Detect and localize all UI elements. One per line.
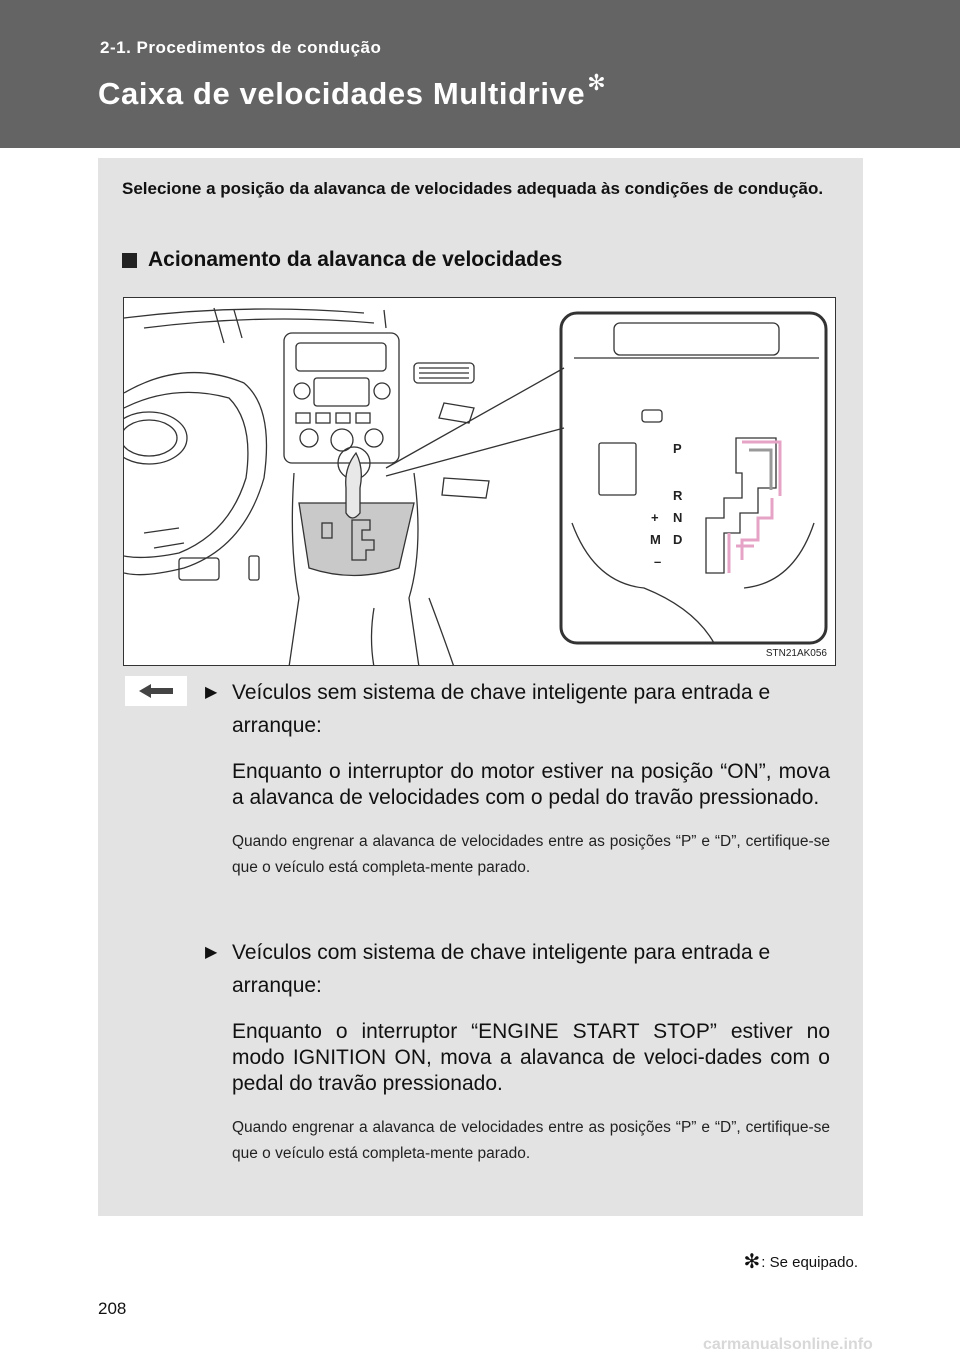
title-asterisk: ✻ — [587, 70, 607, 95]
bullet-triangle-icon: ▶ — [205, 684, 218, 701]
intro-text: Selecione a posição da alavanca de velocidades adequada às condições de condução. — [122, 179, 824, 198]
entry-note: Quando engrenar a alavanca de velocidades entre as posições “P” e “D”, certifique-se que o veículo está completa-mente parado. — [232, 1119, 830, 1162]
page-title — [98, 70, 607, 112]
gate-label-r: R — [673, 488, 683, 503]
back-button[interactable] — [125, 676, 187, 706]
entry-note: Quando engrenar a alavanca de velocidades entre as posições “P” e “D”, certifique-se que o veículo está completa-mente parado. — [232, 833, 830, 876]
figure-code: STN21AK056 — [765, 648, 827, 659]
gate-label-plus: + — [651, 510, 659, 525]
entry-heading-text: Veículos com sistema de chave inteligente para entrada e arranque: — [232, 941, 771, 997]
entry-heading-text: Veículos sem sistema de chave inteligente para entrada e arranque: — [232, 681, 771, 737]
bullet-triangle-icon: ▶ — [205, 944, 218, 961]
gate-label-minus: – — [654, 554, 662, 569]
subheading-text: Acionamento da alavanca de velocidades — [148, 248, 563, 271]
shift-lever-illustration — [123, 297, 836, 666]
entry-no-smart-key — [205, 676, 830, 880]
gate-label-n: N — [673, 510, 683, 525]
square-bullet-icon — [122, 253, 137, 268]
entry-smart-key — [205, 936, 830, 1166]
gate-label-p: P — [673, 441, 682, 456]
entry-heading — [205, 936, 830, 1002]
subheading — [122, 248, 562, 272]
page-number: 208 — [98, 1299, 127, 1318]
page-title-text: Caixa de velocidades Multidrive — [98, 76, 586, 111]
entry-heading — [205, 676, 830, 742]
page-header — [0, 0, 960, 148]
footnote — [743, 1251, 858, 1279]
footnote-symbol: ✻ — [743, 1251, 761, 1273]
footnote-text: : Se equipado. — [761, 1254, 858, 1271]
illustration-svg — [124, 298, 836, 666]
entry-body: Enquanto o interruptor do motor estiver na posição “ON”, mova a alavanca de velocidades com o pedal do travão pressionado. — [232, 760, 830, 809]
back-arrow-icon — [139, 684, 173, 698]
gate-labels — [650, 441, 683, 569]
entry-body: Enquanto o interruptor “ENGINE START STOP” estiver no modo IGNITION ON, mova a alavanca de veloci-dades com o pedal do travão pressionado. — [232, 1020, 830, 1095]
watermark: carmanualsonline.info — [703, 1336, 873, 1353]
section-title: 2-1. Procedimentos de condução — [100, 38, 382, 57]
gate-label-d: D — [673, 532, 683, 547]
gate-label-m: M — [650, 532, 661, 547]
